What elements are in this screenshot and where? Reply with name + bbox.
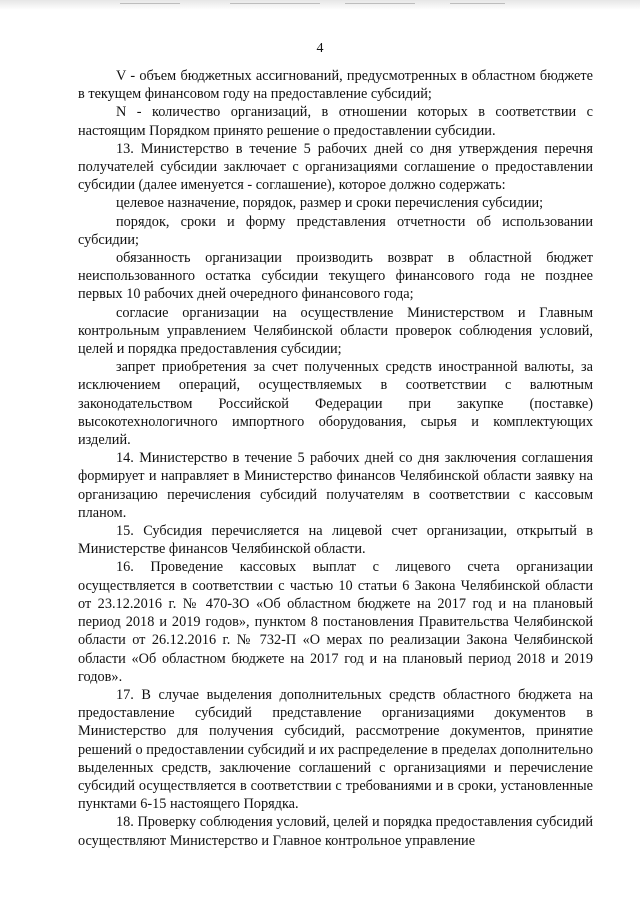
paragraph-13: 13. Министерство в течение 5 рабочих дней со дня утверждения перечня получателей субсидии заключает с организациями соглашение о предоставлении субсидии (далее именуется - соглашение), которое должно содержать:: [78, 140, 593, 194]
scan-artifact: [120, 3, 180, 4]
paragraph-14: 14. Министерство в течение 5 рабочих дней со дня заключения соглашения формирует и направляет в Министерство финансов Челябинской области заявку на организацию перечисления субсидий получателям в соответствии с кассовым планом.: [78, 450, 593, 521]
paragraph-13-item-currency-ban: запрет приобретения за счет полученных средств иностранной валюты, за исключением операций, осуществляемых в соответствии с валютным законодательством Российской Федерации при закупке (поставке) высокотехнологичного импортного оборудования, сырья и комплектующих изделий.: [78, 359, 593, 449]
paragraph-13-item-consent: согласие организации на осуществление Министерством и Главным контрольным управлением Челябинской области проверок соблюдения условий, целей и порядка предоставления субсидии;: [78, 304, 593, 358]
paragraph-v-definition: V - объем бюджетных ассигнований, предусмотренных в областном бюджете в текущем финансовом году на предоставление субсидий;: [78, 68, 593, 103]
paragraph-13-item-purpose: целевое назначение, порядок, размер и сроки перечисления субсидии;: [116, 195, 544, 212]
scan-edge-shadow: [0, 0, 640, 10]
paragraph-13-item-refund: обязанность организации производить возврат в областной бюджет неиспользованного остатка субсидии текущего финансового года не позднее первых 10 рабочих дней очередного финансового года;: [78, 250, 593, 303]
scan-artifact: [230, 3, 320, 4]
paragraph-18: 18. Проверку соблюдения условий, целей и порядка предоставления субсидий осуществляют Министерство и Главное контрольное управление: [78, 814, 593, 849]
document-body: [78, 67, 593, 850]
paragraph-13-item-reporting: порядок, сроки и форму представления отчетности об использовании субсидии;: [78, 213, 593, 248]
paragraph-n-definition: N - количество организаций, в отношении которых в соответствии с настоящим Порядком принято решение о предоставлении субсидии.: [78, 104, 593, 139]
paragraph-16: 16. Проведение кассовых выплат с лицевого счета организации осуществляется в соответствии с частью 10 статьи 6 Закона Челябинской области от 23.12.2016 г. № 470-ЗО «Об областном бюджете на 2017 год и на плановый период 2018 и 2019 годов», пунктом 8 постановления Правительства Челябинской области от 26.12.2016 г. № 732-П «О мерах по реализации Закона Челябинской области «Об областном бюджете на 2017 год и на плановый период 2018 и 2019 годов».: [78, 559, 593, 685]
scan-artifact: [450, 3, 505, 4]
page-number: 4: [316, 41, 324, 56]
paragraph-17: 17. В случае выделения дополнительных средств областного бюджета на предоставление субсидий представление организациями документов в Министерство для получения субсидий, рассмотрение документов, принятие решений о предоставлении субсидий и их распределение в пределах дополнительно выделенных средств, заключение соглашений с организациями и перечисление субсидий осуществляется в соответствии с требованиями и в сроки, установленные пунктами 6-15 настоящего Порядка.: [78, 686, 593, 813]
paragraph-15: 15. Субсидия перечисляется на лицевой счет организации, открытый в Министерстве финансов Челябинской области.: [78, 523, 593, 558]
scan-artifact: [345, 3, 415, 4]
